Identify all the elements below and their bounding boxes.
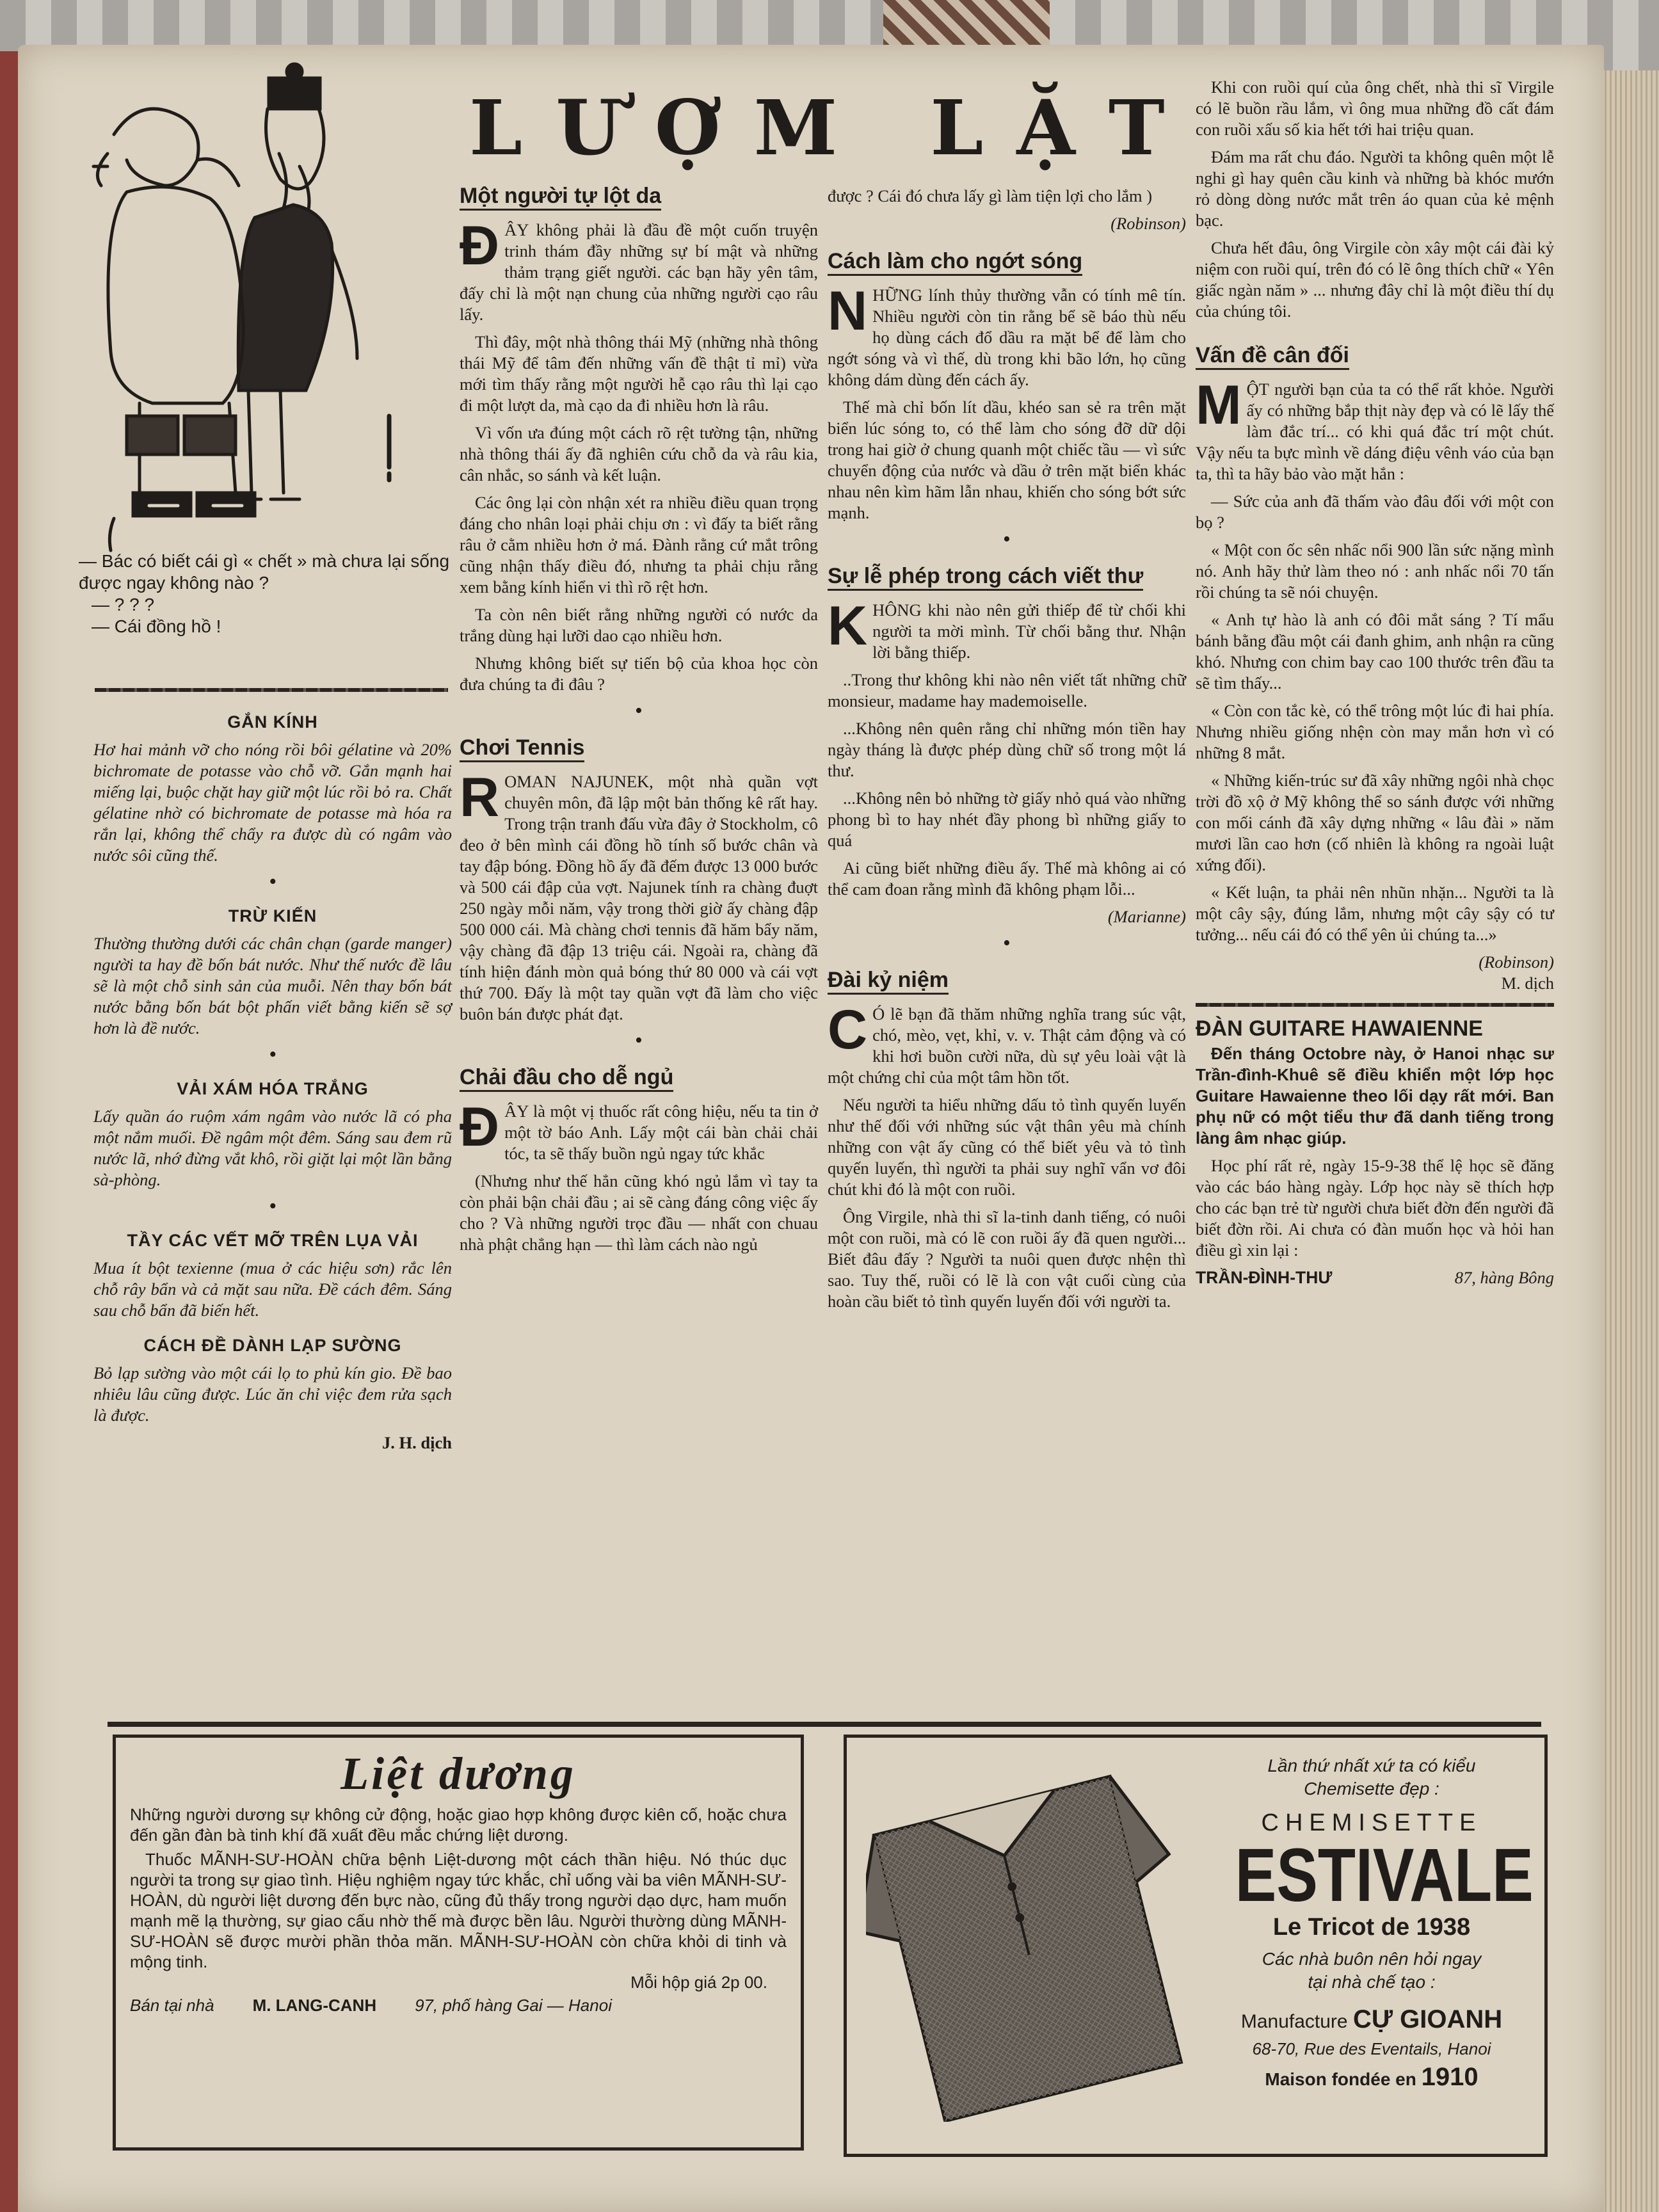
bullet-dot: • (269, 1194, 276, 1218)
ad-maker-label: Manufacture (1240, 2011, 1348, 2032)
drop-cap: K (828, 595, 868, 657)
signature: M. dịch (1501, 974, 1554, 993)
article-text: ...Không nên quên rằng chỉ những món tiền hay ngày tháng là được phép dùng chữ số trong một lá thư. (828, 719, 1186, 780)
guitar-ad-address: 87, hàng Bông (1454, 1268, 1554, 1287)
article-text: Vì vốn ưa đúng một cách rõ rệt tường tận, những nhà thông thái ấy đã nghiên cứu chỗ da và râu kia, cân nhắc, so sánh và kết luận. (460, 423, 818, 485)
drop-cap: Đ (460, 1096, 500, 1158)
tip-text: Hơ hai mảnh vỡ cho nóng rồi bôi gélatine và 20% bichromate de potasse vào chỗ vỡ. Gắn mạnh hai miếng lại, buộc chặt hay giữ một lúc rồi bỏ ra. Chất gélatine nhờ có bichromate de potasse mà hóa ra rắn lại, không thể chẩy ra được dù có ngâm vào nước sôi cũng thế. (93, 740, 452, 865)
ad-address: 97, phố hàng Gai — Hanoi (415, 1996, 612, 2015)
article-text: ...Không nên bỏ những tờ giấy nhỏ quá vào những phong bì to hay nhét đầy phong bì những giấy to quá (828, 789, 1186, 850)
bottom-divider (108, 1722, 1541, 1727)
ad-brand: ESTIVALE (1235, 1833, 1534, 1918)
ad-label: CHEMISETTE (1261, 1809, 1482, 1836)
masthead-title: LƯỢM LẶT (469, 83, 1198, 172)
article-text: Nhưng không biết sự tiến bộ của khoa học còn đưa chúng ta đi đâu ? (460, 653, 818, 694)
article-title: Đài kỷ niệm (828, 970, 949, 995)
ad-text: Thuốc MÃNH-SƯ-HOÀN chữa bệnh Liệt-dương một cách thần hiệu. Nó thúc dục người ta trong sự giao tình. Hiệu nghiệm ngay tức khắc, chỉ uống vài ba viên MÃNH-SƯ-HOÀN, dù người liệt dương đến bực nào, cũng đủ thấy trong người dạo dực, ham muốn mạnh mẽ lạ thường, sự giao cấu nhờ thế mà được bền lâu. Người thường dùng MÃNH-SƯ-HOÀN sẽ được mười phần thỏa mãn. MÃNH-SƯ-HOÀN còn chữa khỏi di tinh và mộng tinh. (130, 1850, 787, 1971)
article-text: được ? Cái đó chưa lấy gì làm tiện lợi cho lắm ) (828, 186, 1153, 205)
tip-title: GẮN KÍNH (227, 712, 318, 732)
guitar-ad-title: ĐÀN GUITARE HAWAIENNE (1196, 1016, 1483, 1041)
signature: (Marianne) (1107, 907, 1186, 926)
divider (1196, 1003, 1554, 1007)
cartoon-caption (79, 550, 450, 637)
ad-title: Liệt dương (341, 1748, 576, 1799)
background-pattern (883, 0, 1050, 51)
article-title: Cách làm cho ngớt sóng (828, 251, 1082, 276)
bullet-dot: • (269, 870, 276, 894)
guitar-ad-text: Học phí rất rẻ, ngày 15-9-38 thể lệ học sẽ đăng vào các báo hàng ngày. Lớp học này sẽ thích hợp cho các bạn trẻ từ người chưa biết đờn đến người đã biết đờn rồi. Ai chưa có đàn muốn học và hỏi han điều gì xin lại : (1196, 1156, 1554, 1260)
bullet-dot: • (269, 1043, 276, 1066)
article-text: OMAN NAJUNEK, một nhà quần vợt chuyên môn, đã lập một bản thống kê rất hay. Trong trận tranh đấu vừa đây ở Stockholm, cô đeo ở bên mình cái đồng hồ tính số bước chân và tay đập bóng. Đồng hồ ấy đã đếm được 13 000 bước và 500 cái đập của vợt. Najunek tính ra chàng đuợt 250 ngày mỗi năm, vậy trong thời giờ ấy chàng đập 500 000 cái. Mà chàng chơi tennis đã hăm bẩy năm, vậy chàng đã đập 13 triệu cái. Ngoài ra, chàng đã tính hiện đánh mòn quả bóng thứ 80 000 và cái vợt thứ 700. Đấy là một tay quần vợt đã làm cho việc buôn bán được phát đạt. (460, 772, 818, 1023)
signature: (Robinson) (1479, 952, 1554, 972)
signature: J. H. dịch (382, 1433, 452, 1452)
tip-title: TRỪ KIẾN (228, 906, 317, 926)
article-title: Một người tự lột da (460, 186, 661, 211)
cartoon-reply-2: — Cái đồng hồ ! (92, 616, 221, 636)
signature: (Robinson) (1110, 214, 1186, 233)
article-text: Thế mà chỉ bốn lít dầu, khéo san sẻ ra trên mặt biển lúc sóng to, có thể làm cho sóng đỡ dữ dội trong hai giờ ở chung quanh một chiếc tầu — vì sức chuyển động của nước và dầu ở trên mặt biển khác nhau nên kìm hãm lẫn nhau, khiến cho sóng bớt sức mạnh. (828, 397, 1186, 522)
ad-text: Những người dương sự không cử động, hoặc giao hợp không được kiên cố, hoặc chưa đến gần đàn bà tinh khí đã xuất đều mắc chứng liệt dương. (130, 1805, 787, 1845)
article-text: Ai cũng biết những điều ấy. Thế mà không ai có thể cam đoan rằng mình đã không phạm lỗi... (828, 858, 1186, 899)
ad-intro: Lần thứ nhất xứ ta có kiểu (1267, 1756, 1476, 1775)
drop-cap: N (828, 280, 868, 342)
cartoon-reply-1: — ? ? ? (92, 595, 155, 614)
ad-text: Các nhà buôn nên hỏi ngay (1262, 1949, 1482, 1969)
ad-subtitle: Le Tricot de 1938 (1272, 1914, 1471, 1941)
article-text: « Còn con tắc kè, có thể trông một lúc đi hai phía. Nhưng nhiều giống nhện còn may mắn hơn vì có những 8 mắt. (1196, 701, 1554, 762)
article-text: Ó lẽ bạn đã thăm những nghĩa trang súc vật, chó, mèo, vẹt, khỉ, v. v. Thật cảm động và có khi hơi buồn cười nữa, dù sự yêu loài vật là một chứng chỉ của một tâm hồn tốt. (828, 1004, 1186, 1087)
ad-price: Mỗi hộp giá 2p 00. (630, 1973, 767, 1992)
book-spine (0, 51, 18, 2212)
tip-text: Bỏ lạp sường vào một cái lọ to phủ kín gio. Đề bao nhiêu lâu cũng được. Lúc ăn chỉ việc đem rửa sạch là được. (93, 1363, 452, 1425)
column-4 (1196, 77, 1554, 1288)
article-text: ÂY không phải là đầu đề một cuốn truyện trinh thám đầy những sự bí mật và những thảm trạng giết người. các bạn hãy yên tâm, đấy chỉ là một nạn chung của những người cạo râu lấy. (460, 220, 818, 324)
ad-liet-duong (113, 1735, 804, 2151)
tip-title: CÁCH ĐỀ DÀNH LẠP SƯỜNG (143, 1336, 402, 1355)
article-text: (Nhưng như thế hẳn cũng khó ngủ lắm vì tay ta còn phải bận chải đầu ; ai sẽ càng đáng công việc ấy cho ? Và những người trọc đầu — nhất con chuau nhà phật chẳng hạn — thì làm cách nào ngủ (460, 1171, 818, 1254)
bullet-dot: • (635, 1029, 643, 1052)
divider (95, 688, 448, 692)
article-text: « Một con ốc sên nhấc nổi 900 lần sức nặng mình nó. Anh hãy thử làm theo nó : anh nhấc nổi 70 tấn rồi chúng ta sẽ nói chuyện. (1196, 540, 1554, 602)
tips-column (93, 698, 452, 1454)
ad-address: 68-70, Rue des Eventails, Hanoi (1252, 2039, 1491, 2058)
tip-title: TẦY CÁC VẾT MỠ TRÊN LỤA VẢI (127, 1231, 419, 1250)
tip-text: Thường thường dưới các chân chạn (garde manger) người ta hay đề bốn bát nước. Như thế nước đề lâu sẽ là một chỗ sinh sản của muỗi. Nên thay bốn bát nước bằng bốn bát bột phấn viết bằng kiến sẽ sợ hơn là đề nước. (93, 934, 452, 1038)
article-title: Chải đầu cho dễ ngủ (460, 1067, 673, 1092)
ad-text: tại nhà chế tạo : (1308, 1972, 1436, 1992)
guitar-ad-name: TRẦN-ĐÌNH-THƯ (1196, 1268, 1333, 1287)
bullet-dot: • (635, 699, 643, 723)
article-text: ..Trong thư không khi nào nên viết tất những chữ monsieur, madame hay mademoiselle. (828, 670, 1186, 710)
column-2 (460, 186, 818, 1262)
cartoon-illustration (88, 58, 447, 570)
newspaper-page (18, 45, 1604, 2212)
article-text: Đám ma rất chu đáo. Người ta không quên một lễ nghi gì hay quên cầu kinh và những bà khóc mướn rỏ dòng dòng nước mắt trên áo quan của kẻ mệnh bạc. (1196, 147, 1554, 230)
tip-text: Lấy quần áo ruộm xám ngâm vào nước lã có pha một nắm muối. Đề ngâm một đêm. Sáng sau đem rũ nước lã, nhớ đừng vắt khô, rồi giặt lại một lần bằng sà-phòng. (93, 1107, 452, 1189)
ad-seller-label: Bán tại nhà (130, 1996, 214, 2015)
article-title: Vấn đề cân đối (1196, 345, 1349, 370)
article-text: « Những kiến-trúc sư đã xây những ngôi nhà chọc trời đồ xộ ở Mỹ không thể so sánh được với những con mối cánh đã xây dựng những « lâu đài » năm mươi lần cao hơn (cố nhiên là không ra ngoài luật xứng đối). (1196, 771, 1554, 874)
ad-seller: M. LANG-CANH (252, 1996, 377, 2015)
article-text: HỮNG lính thủy thường vẫn có tính mê tín. Nhiều người còn tin rằng bể sẽ báo thù nếu họ dùng cách đổ dầu ra mặt bể để làm cho ngớt sóng và vì thế, dù trong khi bão lớn, họ cũng không dám dùng đến cách ấy. (828, 285, 1186, 389)
bullet-dot: • (1003, 527, 1011, 551)
article-text: ÂY là một vị thuốc rất công hiệu, nếu ta tin ở một tờ báo Anh. Lấy một cái bàn chải chải tóc, ta sẽ thấy buồn ngủ ngay tức khắc (504, 1102, 818, 1163)
drop-cap: C (828, 999, 868, 1061)
shirt-illustration (866, 1763, 1186, 2122)
guitar-ad-text: Đến tháng Octobre này, ở Hanoi nhạc sư Trần-đình-Khuê sẽ điều khiển một lớp học Guitare Hawaienne theo lối dạy rất mới. Ban phụ nữ có một tiểu thư đã danh tiếng trong làng âm nhạc giúp. (1196, 1044, 1554, 1148)
ad-founded-label: Maison fondée en (1265, 2069, 1416, 2089)
article-title: Chơi Tennis (460, 737, 584, 762)
drop-cap: R (460, 767, 500, 828)
cartoon-caption-text: — Bác có biết cái gì « chết » mà chưa lại sống được ngay không nào ? (79, 551, 450, 593)
tip-text: Mua ít bột texienne (mua ở các hiệu sơn) rắc lên chỗ rây bẩn và cả mặt sau nữa. Đề cách đêm. Sáng sau chỗ bẩn đã biến hết. (93, 1258, 452, 1320)
article-text: HÔNG khi nào nên gửi thiếp để từ chối khi người ta mời mình. Từ chối bằng thư. Nhận lời bằng thiếp. (872, 600, 1186, 662)
article-text: ỘT người bạn của ta có thể rất khỏe. Người ấy có những bắp thịt này đẹp và có lẽ lấy thế làm đắc trí... có khi quá đắc trí một chút. Vậy nếu ta bực mình về dáng điệu vênh váo của bạn ta, thì ta hãy bảo vào mặt hắn : (1196, 380, 1554, 483)
article-text: Ta còn nên biết rằng những người có nước da trắng dùng hại lưỡi dao cạo nhiều hơn. (460, 605, 818, 645)
article-text: Nếu người ta hiểu những dấu tỏ tình quyến luyến như thế đối với những súc vật thân yêu mà chính những con vật ấy cũng có thể biết yêu và tỏ tình quyến luyến, thì người ta phải suy nghĩ vẩn vơ đôi chút khi đó là một con ruồi. (828, 1095, 1186, 1199)
article-text: Khi con ruồi quí của ông chết, nhà thi sĩ Virgile có lẽ buồn rầu lắm, vì ông mua những đồ cất đám con ruồi xấu số kia hết tới hai triệu quan. (1196, 77, 1554, 139)
article-text: Các ông lại còn nhận xét ra nhiều điều quan trọng đáng cho nhân loại phải chịu ơn : vì đấy ta biết rằng râu ở cằm nhiều hơn ở má. Đành rằng cứ mắt trông cũng nhận thấy điều đó, nhưng ta phải chịu rằng xem bằng kính hiển vi thì rõ rệt hơn. (460, 493, 818, 597)
drop-cap: M (1196, 374, 1242, 436)
article-title: Sự lễ phép trong cách viết thư (828, 566, 1143, 591)
ad-maker: CỰ GIOANH (1352, 2005, 1503, 2033)
ad-chemisette (844, 1735, 1548, 2157)
drop-cap: Đ (460, 215, 500, 276)
tip-title: VẢI XÁM HÓA TRẮNG (177, 1079, 369, 1098)
ad-intro: Chemisette đẹp : (1304, 1779, 1439, 1799)
bullet-dot: • (1003, 931, 1011, 955)
article-text: — Sức của anh đã thấm vào đâu đối với một con bọ ? (1196, 492, 1554, 532)
article-text: « Anh tự hào là anh có đôi mắt sáng ? Tí mẩu bánh bằng đầu một cái đanh ghim, anh nhận ra cũng khó. Nhưng con chim bay cao 100 thước trên đầu ta sẽ tìm thấy... (1196, 610, 1554, 693)
column-3 (828, 186, 1186, 1318)
ad-founded-year: 1910 (1421, 2063, 1479, 2091)
article-text: « Kết luận, ta phải nên nhũn nhặn... Người ta là một cây sậy, đúng lắm, nhưng một cây sậy có tư tưởng... nếu cái đó có thể yên ủi chúng ta...» (1196, 883, 1554, 944)
article-text: Chưa hết đâu, ông Virgile còn xây một cái đài kỷ niệm con ruồi quí, trên đó có lẽ ông thích chữ « Yên giấc ngàn năm » ... nhưng đây chỉ là một điều thí dụ của chúng tôi. (1196, 238, 1554, 321)
article-text: Ông Virgile, nhà thi sĩ la-tinh danh tiếng, có nuôi một con ruồi, mà có lẽ con ruồi ấy đã quen người... Biết đâu đấy ? Người ta nuôi quen được nhện thì sao. Tuy thế, ruồi có lẽ là con vật cuối cùng của hoàn cầu biết tỏ tình quyến luyến đối với người ta. (828, 1207, 1186, 1311)
article-text: Thì đây, một nhà thông thái Mỹ (những nhà thông thái Mỹ để tâm đến những vấn đề thật tỉ mỉ) vừa mới tìm thấy rằng một người hễ cạo râu thì lại cạo đi một lượt da, mà cạo da đi nhiều hơn là râu. (460, 332, 818, 415)
